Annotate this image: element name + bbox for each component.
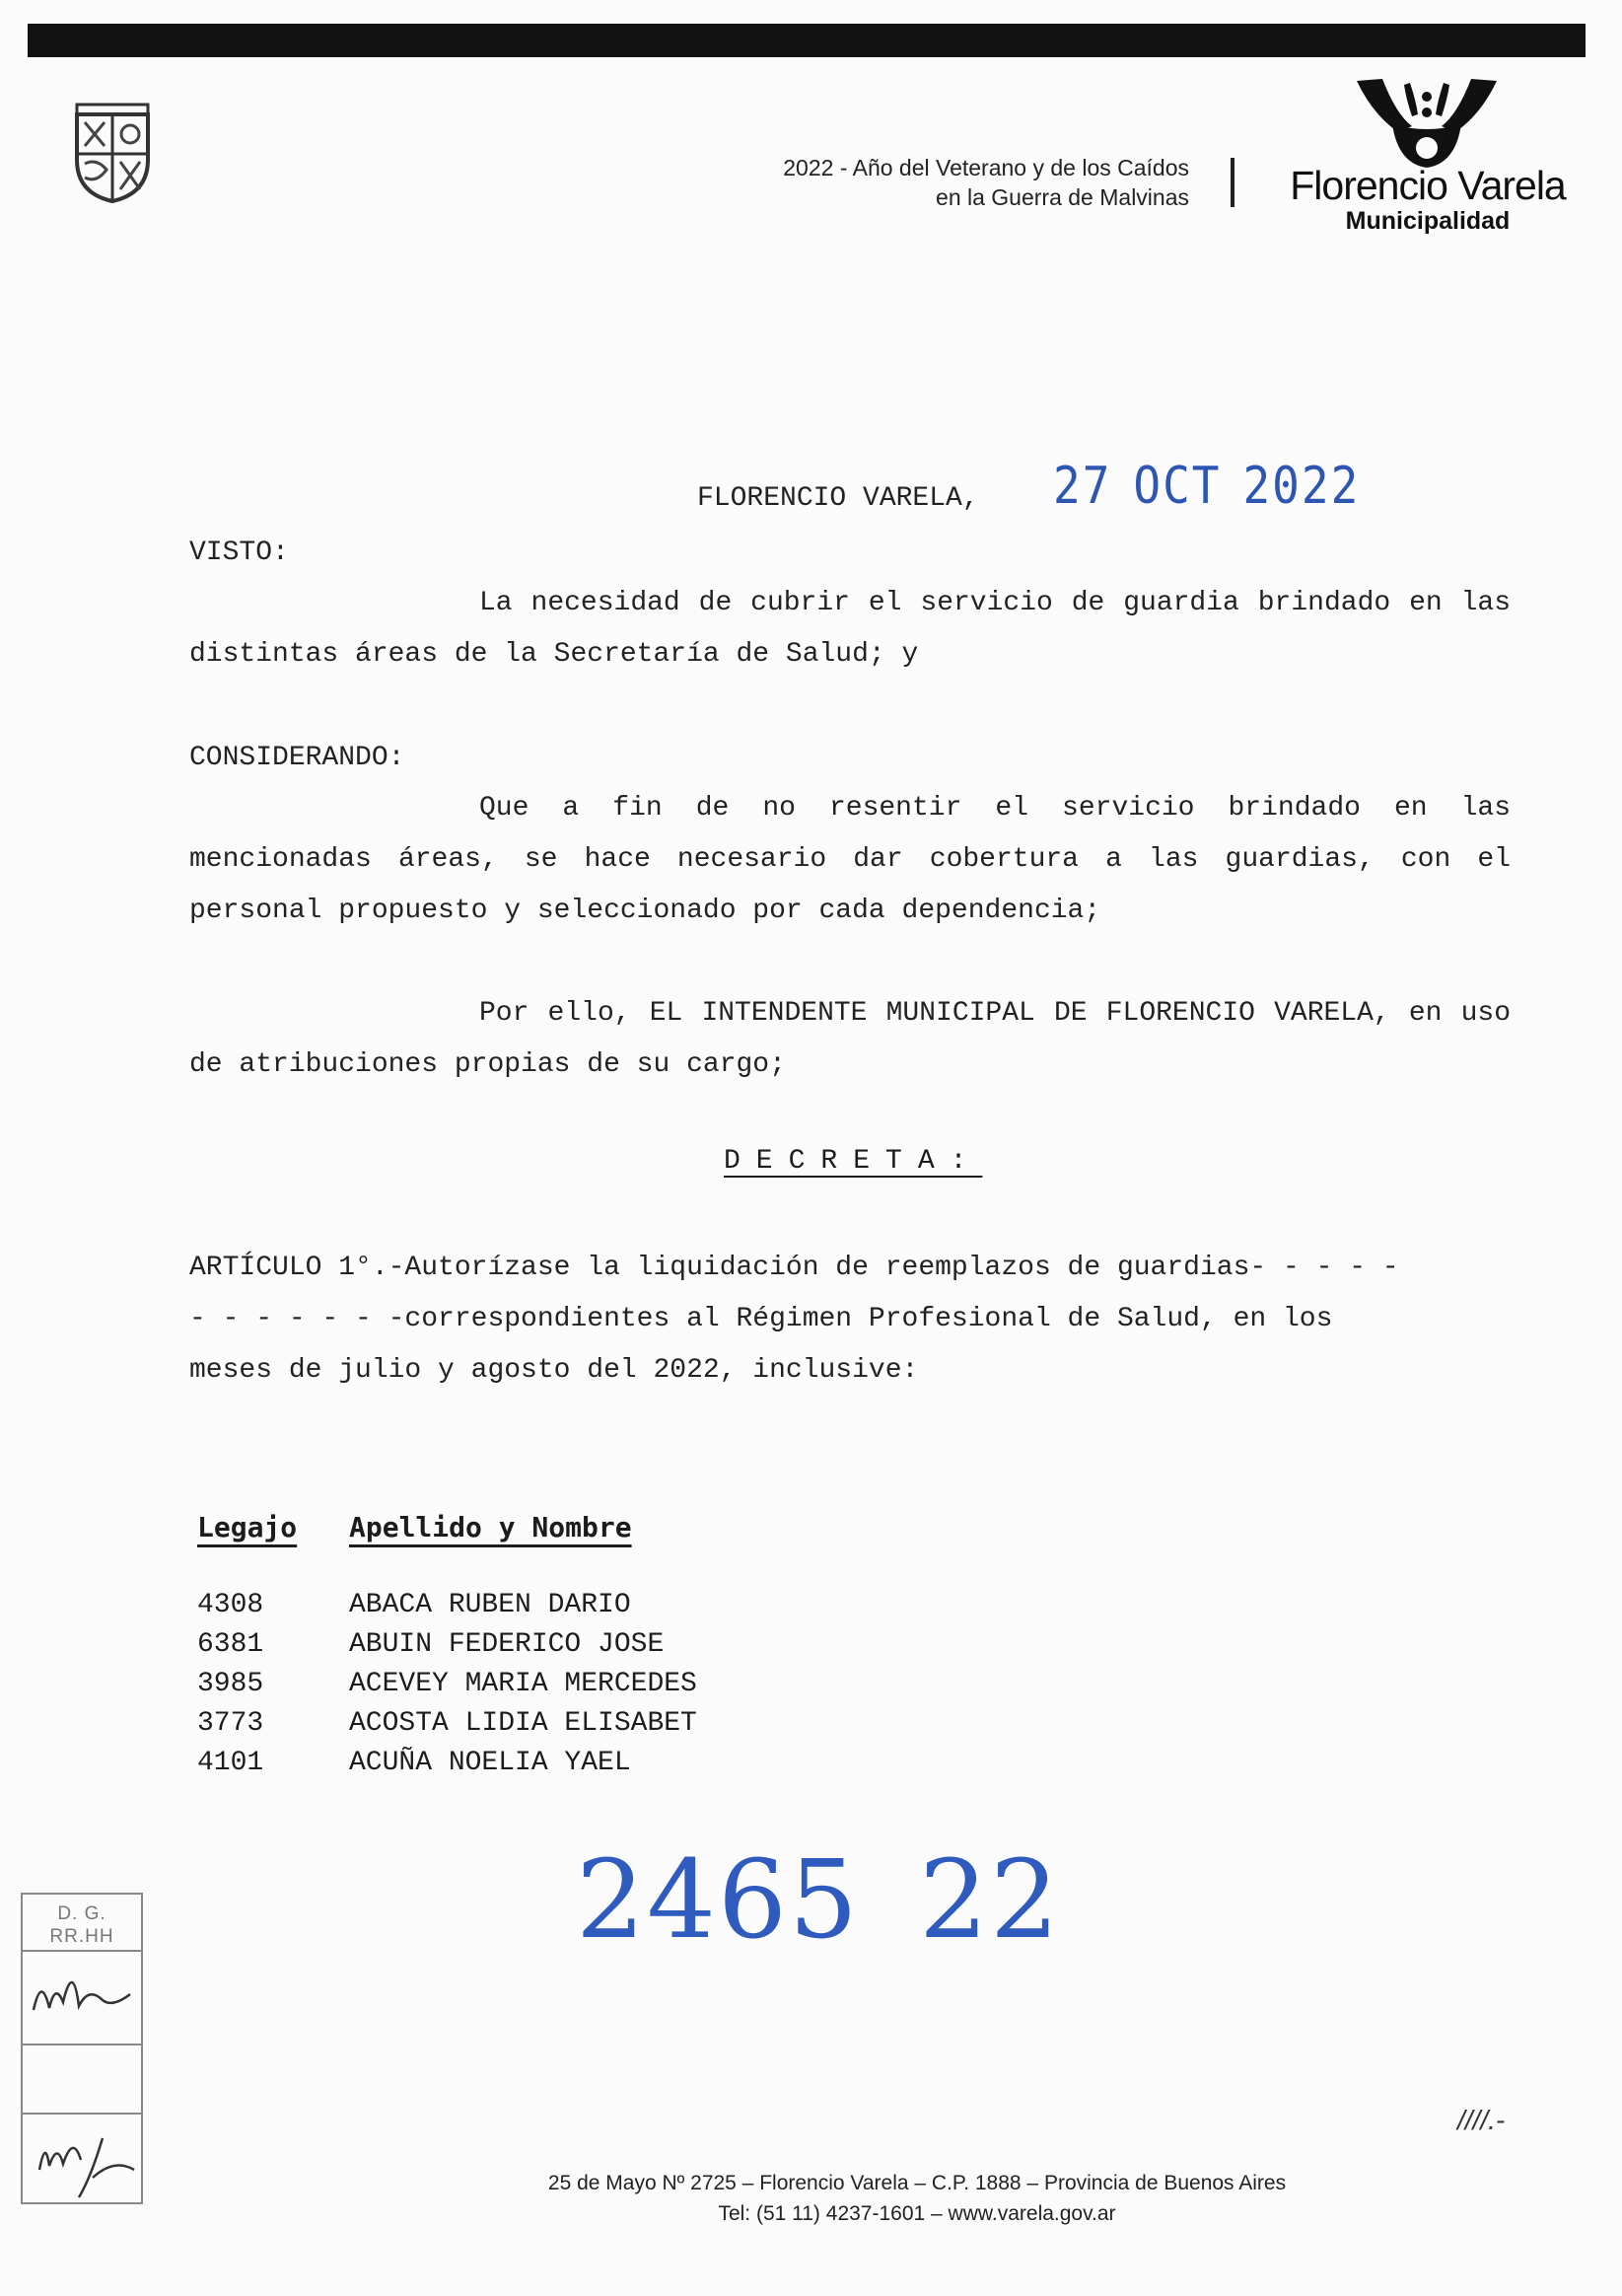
row-nombre: ACOSTA LIDIA ELISABET (349, 1708, 697, 1739)
considerando-text: Que a fin de no resentir el servicio brindado en las mencionadas áreas, se hace necesario dar cobertura a las guardias, con el personal propuesto y seleccionado por cada dependencia; (189, 793, 1511, 926)
brand-block (1278, 164, 1578, 235)
row-nombre: ACEVEY MARIA MERCEDES (349, 1669, 697, 1699)
row-legajo: 3773 (197, 1708, 264, 1739)
visto-text: La necesidad de cubrir el servicio de guardia brindado en las distintas áreas de la Secretaría de Salud; y (189, 588, 1511, 670)
articulo-1-line-3: meses de julio y agosto del 2022, inclusive: (189, 1355, 919, 1386)
articulo-1-line-1: ARTÍCULO 1°.-Autorízase la liquidación de reemplazos de guardias- - - - - (189, 1253, 1399, 1283)
row-legajo: 4101 (197, 1748, 264, 1778)
column-header-legajo: Legajo (197, 1511, 298, 1543)
decree-number: 2465 (576, 1836, 860, 1963)
por-ello-paragraph (189, 988, 1511, 1091)
date-stamp (1053, 456, 1360, 515)
decree-number-stamp (576, 1836, 1061, 1963)
decreta-heading: DECRETA: (724, 1146, 983, 1177)
hr-stamp-line-2: RR.HH (49, 1926, 114, 1947)
date-stamp-year: 2022 (1242, 456, 1361, 516)
decree-year: 22 (918, 1836, 1061, 1963)
column-header-nombre: Apellido y Nombre (349, 1511, 632, 1543)
date-stamp-month: OCT (1133, 456, 1222, 516)
scan-top-border (28, 24, 1586, 57)
row-legajo: 4308 (197, 1590, 264, 1620)
footer-address (375, 2168, 1459, 2229)
considerando-heading: CONSIDERANDO: (189, 743, 405, 773)
place-label: FLORENCIO VARELA, (697, 483, 979, 514)
date-stamp-day: 27 (1053, 456, 1112, 516)
por-ello-text: Por ello, EL INTENDENTE MUNICIPAL DE FLORENCIO VARELA, en uso de atribuciones propias de su cargo; (189, 998, 1511, 1080)
row-legajo: 6381 (197, 1629, 264, 1660)
motto-line-1: 2022 - Año del Veterano y de los Caídos (783, 155, 1189, 180)
footer-line-1: 25 de Mayo Nº 2725 – Florencio Varela – C.P. 1888 – Provincia de Buenos Aires (547, 2172, 1287, 2194)
brand-name: Florencio Varela (1290, 163, 1566, 208)
visto-heading: VISTO: (189, 538, 289, 568)
row-legajo: 3985 (197, 1669, 264, 1699)
commemorative-motto (651, 153, 1189, 212)
brand-subtitle: Municipalidad (1345, 207, 1511, 235)
municipal-coat-of-arms-icon (71, 99, 154, 205)
motto-line-2: en la Guerra de Malvinas (936, 184, 1189, 210)
row-nombre: ABACA RUBEN DARIO (349, 1590, 631, 1620)
row-nombre: ABUIN FEDERICO JOSE (349, 1629, 665, 1660)
continuation-mark: ////.- (1457, 2105, 1506, 2135)
florencio-varela-logo-icon (1353, 75, 1501, 170)
header-divider (1231, 158, 1234, 207)
hr-stamp-line-1: D. G. (57, 1903, 106, 1924)
visto-paragraph (189, 578, 1511, 681)
footer-line-2: Tel: (51 11) 4237-1601 – www.varela.gov.ar (718, 2202, 1116, 2225)
articulo-1-line-2: - - - - - - -correspondientes al Régimen Profesional de Salud, en los (189, 1304, 1333, 1334)
considerando-paragraph (189, 783, 1511, 937)
handwritten-signature-icon (39, 2138, 134, 2197)
row-nombre: ACUÑA NOELIA YAEL (349, 1748, 631, 1778)
handwritten-initials-icon (34, 1982, 130, 2010)
